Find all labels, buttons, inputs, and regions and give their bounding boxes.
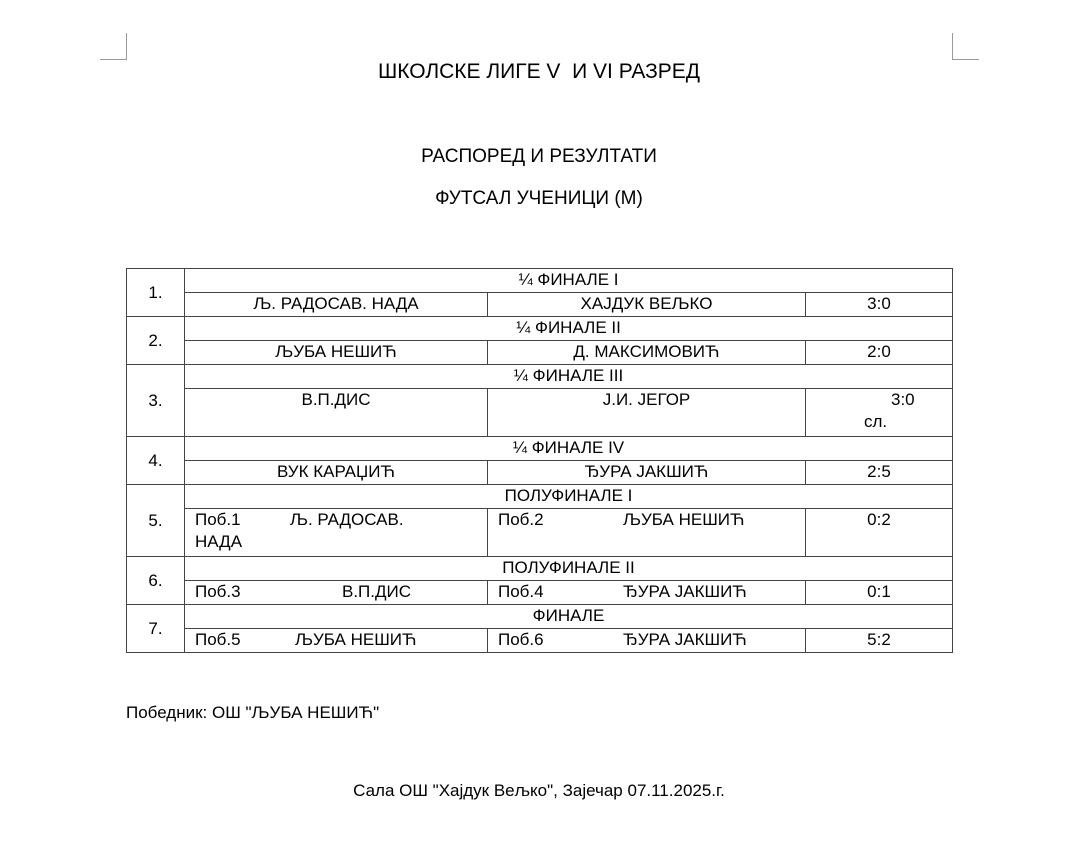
stage-label: ПОЛУФИНАЛЕ II — [185, 557, 953, 581]
away-team: Ј.И. ЈЕГОР — [488, 389, 806, 437]
match-number: 3. — [127, 365, 185, 437]
home-team-line2: НАДА — [195, 532, 243, 551]
winner-value: ОШ "ЉУБА НЕШИЋ" — [212, 703, 380, 722]
home-ref: Поб.3 — [195, 582, 241, 601]
away-team: ЂУРА ЈАКШИЋ — [623, 582, 747, 601]
match-number: 1. — [127, 269, 185, 317]
table-row — [127, 437, 953, 461]
away-team: ХАЈДУК ВЕЉКО — [488, 293, 806, 317]
home-team: В.П.ДИС — [185, 389, 488, 437]
page-subtitle: РАСПОРЕД И РЕЗУЛТАТИ — [421, 146, 657, 167]
table-row — [127, 389, 953, 437]
table-row — [127, 317, 953, 341]
table-row — [127, 365, 953, 389]
away-team: ЂУРА ЈАКШИЋ — [623, 630, 747, 649]
stage-label: ПОЛУФИНАЛЕ I — [185, 485, 953, 509]
match-score: 2:0 — [806, 341, 953, 365]
table-row — [127, 581, 953, 605]
away-team: ЂУРА ЈАКШИЋ — [488, 461, 806, 485]
stage-label: ¼ ФИНАЛЕ II — [185, 317, 953, 341]
match-score: 3:0 — [891, 390, 915, 409]
away-slot — [488, 629, 806, 653]
home-ref: Поб.5 — [195, 630, 241, 649]
match-score: 3:0 — [806, 293, 953, 317]
match-number: 2. — [127, 317, 185, 365]
home-team: В.П.ДИС — [342, 582, 412, 601]
footer-venue-date: Сала ОШ "Хајдук Вељко", Зајечар 07.11.2025.г. — [353, 781, 725, 800]
crop-mark-top-left — [100, 33, 127, 60]
competition-category: ФУТСАЛ УЧЕНИЦИ (М) — [435, 188, 643, 209]
winner-line — [126, 703, 379, 723]
table-row — [127, 269, 953, 293]
schedule-table — [126, 268, 953, 653]
match-number: 4. — [127, 437, 185, 485]
stage-label: ¼ ФИНАЛЕ I — [185, 269, 953, 293]
match-score: 2:5 — [806, 461, 953, 485]
match-number: 6. — [127, 557, 185, 605]
page-title: ШКОЛСКЕ ЛИГЕ V И VI РАЗРЕД — [377, 60, 701, 83]
match-score: 0:1 — [806, 581, 953, 605]
away-ref: Поб.2 — [498, 510, 544, 529]
home-slot — [185, 509, 488, 557]
table-row — [127, 341, 953, 365]
crop-mark-top-right — [952, 33, 979, 60]
match-score-cell — [806, 389, 953, 437]
stage-label: ФИНАЛЕ — [185, 605, 953, 629]
home-ref: Поб.1 — [195, 510, 241, 529]
home-team: Љ. РАДОСАВ. НАДА — [185, 293, 488, 317]
home-team: ЉУБА НЕШИЋ — [295, 630, 417, 649]
away-slot — [488, 509, 806, 557]
match-score: 0:2 — [806, 509, 953, 557]
match-number: 5. — [127, 485, 185, 557]
table-row — [127, 461, 953, 485]
match-number: 7. — [127, 605, 185, 653]
table-row — [127, 605, 953, 629]
table-row — [127, 629, 953, 653]
home-team: ЉУБА НЕШИЋ — [185, 341, 488, 365]
score-note: сл. — [864, 412, 888, 431]
away-slot — [488, 581, 806, 605]
home-team: Љ. РАДОСАВ. — [290, 510, 404, 529]
stage-label: ¼ ФИНАЛЕ III — [185, 365, 953, 389]
table-row — [127, 485, 953, 509]
stage-label: ¼ ФИНАЛЕ IV — [185, 437, 953, 461]
table-row — [127, 293, 953, 317]
table-row — [127, 509, 953, 557]
away-ref: Поб.4 — [498, 582, 544, 601]
home-slot — [185, 629, 488, 653]
away-ref: Поб.6 — [498, 630, 544, 649]
away-team: Д. МАКСИМОВИЋ — [488, 341, 806, 365]
away-team: ЉУБА НЕШИЋ — [623, 510, 745, 529]
winner-label: Победник: — [126, 703, 208, 722]
home-team: ВУК КАРАЏИЋ — [185, 461, 488, 485]
match-score: 5:2 — [806, 629, 953, 653]
table-row — [127, 557, 953, 581]
home-slot — [185, 581, 488, 605]
